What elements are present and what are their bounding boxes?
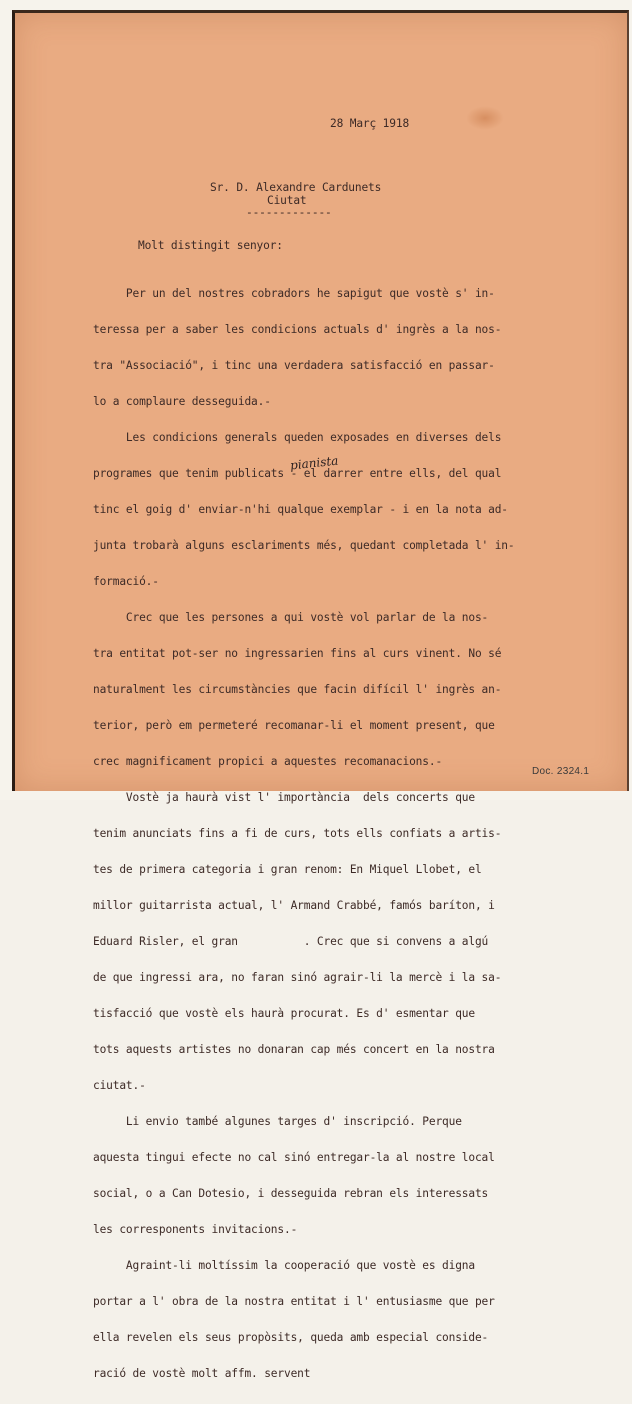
body-line: tra "Associació", i tinc una verdadera satisfacció en passar- — [93, 359, 495, 372]
body-line: tenim anunciats fins a fi de curs, tots ells confiats a artis- — [93, 827, 502, 840]
body-line: junta trobarà alguns esclariments més, quedant completada l' in- — [93, 539, 515, 552]
body-line: naturalment les circumstàncies que facin difícil l' ingrès an- — [93, 683, 502, 696]
body-line: Eduard Risler, el gran . Crec que si convens a algú — [93, 935, 489, 948]
salutation: Molt distingit senyor: — [138, 239, 283, 252]
body-line: lo a complaure desseguida.- — [93, 395, 271, 408]
handwritten-insertion: pianista — [289, 453, 339, 473]
body-line: les corresponents invitacions.- — [93, 1223, 298, 1236]
body-line: tisfacció que vostè els haurà procurat. Es d' esmentar que — [93, 1007, 475, 1020]
letter-date: 28 Març 1918 — [330, 117, 410, 130]
body-line: tes de primera categoria i gran renom: En Miquel Llobet, el — [93, 863, 482, 876]
body-line: millor guitarrista actual, l' Armand Crabbé, famós baríton, i — [93, 899, 495, 912]
body-line: aquesta tingui efecte no cal sinó entregar-la al nostre local — [93, 1151, 495, 1164]
body-line: Les condicions generals queden exposades en diverses dels — [93, 431, 502, 444]
paper-stain — [466, 106, 504, 130]
recipient-name: Sr. D. Alexandre Cardunets — [210, 181, 382, 194]
recipient-city: Ciutat — [267, 194, 307, 207]
body-line: teressa per a saber les condicions actuals d' ingrès a la nos- — [93, 323, 502, 336]
body-line: portar a l' obra de la nostra entitat i l' entusiasme que per — [93, 1295, 495, 1308]
body-line: programes que tenim publicats - el darrer entre ells, del qual — [93, 467, 502, 480]
body-line: ciutat.- — [93, 1079, 146, 1092]
body-line: tinc el goig d' enviar-n'hi qualque exemplar - i en la nota ad- — [93, 503, 508, 516]
body-line: ella revelen els seus propòsits, queda amb especial conside- — [93, 1331, 489, 1344]
body-line: Vostè ja haurà vist l' importància dels concerts que — [93, 791, 475, 804]
body-line: crec magnificament propici a aquestes recomanacions.- — [93, 755, 443, 768]
body-line: formació.- — [93, 575, 159, 588]
address-divider: ------------- — [246, 206, 332, 219]
body-line: ració de vostè molt affm. servent — [93, 1367, 311, 1380]
body-line: Li envio també algunes targes d' inscripció. Perque — [93, 1115, 462, 1128]
body-line: Per un del nostres cobradors he sapigut que vostè s' in- — [93, 287, 495, 300]
body-line: terior, però em permeteré recomanar-li el moment present, que — [93, 719, 495, 732]
body-line: social, o a Can Dotesio, i desseguida rebran els interessats — [93, 1187, 489, 1200]
body-line: de que ingressi ara, no faran sinó agrair-li la mercè i la sa- — [93, 971, 502, 984]
body-line: tra entitat pot-ser no ingressarien fins al curs vinent. No sé — [93, 647, 502, 660]
body-line: tots aquests artistes no donaran cap més concert en la nostra — [93, 1043, 495, 1056]
letter-body — [93, 264, 514, 1404]
archive-reference-label: Doc. 2324.1 — [532, 766, 590, 777]
body-line: Agraint-li moltíssim la cooperació que vostè es digna — [93, 1259, 475, 1272]
body-line: Crec que les persones a qui vostè vol parlar de la nos- — [93, 611, 489, 624]
